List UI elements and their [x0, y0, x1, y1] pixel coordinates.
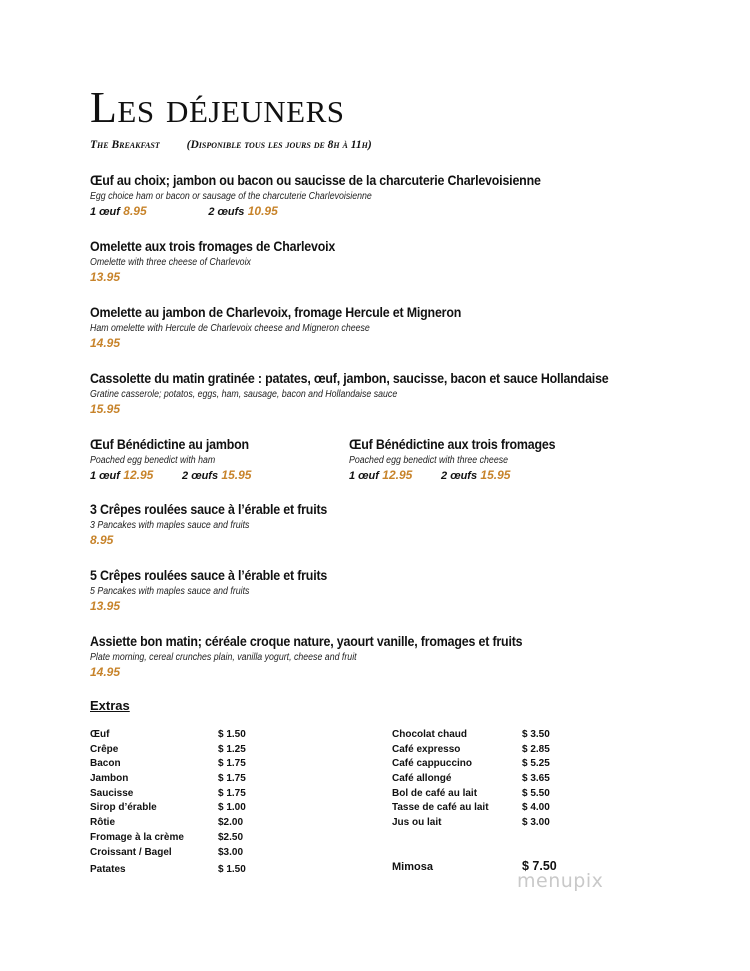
extra-price: $ 3.00 — [522, 817, 550, 829]
extras-row — [392, 744, 572, 759]
item-price: 10.95 — [247, 204, 278, 218]
item-price: 13.95 — [90, 599, 121, 613]
extras-row — [392, 802, 572, 817]
extra-price: $ 1.25 — [218, 743, 246, 755]
item-price-row — [90, 204, 580, 218]
extra-name: Crêpe — [90, 743, 119, 755]
extra-price: $2.50 — [218, 831, 244, 843]
extras-row — [392, 788, 572, 803]
extra-name: Œuf — [90, 729, 110, 740]
price-label: 2 œufs — [441, 470, 478, 482]
availability-note: (Disponible tous les jours de 8h à 11h) — [186, 139, 372, 151]
item-name: Omelette aux trois fromages de Charlevoix — [90, 239, 336, 254]
item-price: 8.95 — [123, 204, 147, 218]
extras-row — [90, 847, 270, 862]
item-price: 14.95 — [90, 665, 121, 679]
subtitle-english: The Breakfast — [90, 139, 160, 151]
extra-name: Patates — [90, 864, 126, 875]
item-price-row — [90, 468, 263, 482]
mimosa-name: Mimosa — [392, 861, 433, 873]
item-price-row — [349, 468, 573, 482]
item-description: Ham omelette with Hercule de Charlevoix cheese and Migneron cheese — [90, 323, 370, 334]
item-name: Œuf Bénédictine au jambon — [90, 437, 249, 452]
item-price: 12.95 — [382, 468, 413, 482]
extras-row — [392, 773, 572, 788]
extra-price: $ 4.00 — [522, 802, 550, 814]
extras-row — [90, 744, 270, 759]
extra-price: $ 2.85 — [522, 743, 550, 755]
item-price: 12.95 — [123, 468, 154, 482]
item-price: 13.95 — [90, 270, 121, 284]
extra-price: $ 5.25 — [522, 758, 550, 770]
item-name: Œuf au choix; jambon ou bacon ou saucisse de la charcuterie Charlevoisienne — [90, 173, 541, 188]
extra-price: $ 1.75 — [218, 758, 246, 770]
extra-price: $2.00 — [218, 817, 244, 829]
extra-name: Café expresso — [392, 743, 461, 755]
item-description: Plate morning, cereal crunches plain, vanilla yogurt, cheese and fruit — [90, 652, 357, 663]
extra-price: $ 1.50 — [218, 729, 246, 740]
item-description: 5 Pancakes with maples sauce and fruits — [90, 586, 250, 597]
price-label: 2 œufs — [208, 206, 245, 218]
extras-row — [392, 729, 572, 744]
menu-item — [90, 502, 348, 547]
extras-row — [90, 729, 270, 744]
item-price: 14.95 — [90, 336, 121, 350]
item-description: Egg choice ham or bacon or sausage of the charcuterie Charlevoisienne — [90, 191, 372, 202]
extra-name: Saucisse — [90, 787, 134, 799]
extras-row — [90, 802, 270, 817]
watermark-logo: menupix — [517, 870, 604, 892]
price-label: 1 œuf — [90, 470, 120, 482]
extras-heading: Extras — [90, 698, 130, 713]
item-description: Gratine casserole; potatos, eggs, ham, sausage, bacon and Hollandaise sauce — [90, 389, 398, 400]
price-label: 2 œufs — [182, 470, 219, 482]
extras-left-list — [90, 729, 270, 861]
extra-price: $ 1.50 — [218, 864, 246, 875]
menu-item — [90, 437, 263, 482]
extra-name: Sirop d’érable — [90, 802, 157, 814]
extra-price: $ 5.50 — [522, 787, 550, 799]
extras-row — [392, 758, 572, 773]
extra-name: Café cappuccino — [392, 758, 473, 770]
extra-name: Jambon — [90, 773, 129, 785]
item-name: Œuf Bénédictine aux trois fromages — [349, 437, 556, 452]
menu-item — [349, 437, 573, 482]
item-name: Omelette au jambon de Charlevoix, fromage Hercule et Migneron — [90, 305, 462, 320]
menu-item — [90, 568, 348, 613]
item-price: 15.95 — [221, 468, 252, 482]
extra-price: $ 3.50 — [522, 729, 550, 740]
extra-price: $ 3.65 — [522, 773, 550, 785]
mimosa-price: $ 7.50 — [522, 859, 557, 873]
item-name: Assiette bon matin; céréale croque nature, yaourt vanille, fromages et fruits — [90, 634, 523, 649]
menu-item — [90, 305, 493, 350]
page-title: Les déjeuners — [90, 83, 345, 132]
extras-row — [90, 758, 270, 773]
item-description: 3 Pancakes with maples sauce and fruits — [90, 520, 250, 531]
item-description: Omelette with three cheese of Charlevoix — [90, 257, 251, 268]
extra-name: Bol de café au lait — [392, 787, 478, 799]
price-label: 1 œuf — [349, 470, 379, 482]
item-description: Poached egg benedict with ham — [90, 455, 216, 466]
extra-name: Fromage à la crème — [90, 831, 184, 843]
extra-price: $ 1.75 — [218, 773, 246, 785]
menu-item — [90, 173, 580, 218]
item-price: 8.95 — [90, 533, 114, 547]
item-price: 15.95 — [90, 402, 121, 416]
page-subtitle — [90, 139, 372, 151]
extra-price: $ 1.75 — [218, 787, 246, 799]
extra-name: Jus ou lait — [392, 817, 442, 829]
menu-item — [90, 239, 356, 284]
item-name: Cassolette du matin gratinée : patates, œuf, jambon, saucisse, bacon et sauce Hollandaise — [90, 371, 609, 386]
extra-name: Croissant / Bagel — [90, 846, 172, 858]
price-label: 1 œuf — [90, 206, 120, 218]
extra-name: Chocolat chaud — [392, 729, 468, 740]
extras-row — [90, 788, 270, 803]
item-name: 3 Crêpes roulées sauce à l’érable et fruits — [90, 502, 328, 517]
extras-row — [90, 832, 270, 847]
extras-row — [90, 817, 270, 832]
extra-name: Bacon — [90, 758, 121, 770]
extra-name: Rôtie — [90, 817, 115, 829]
extra-name: Café allongé — [392, 773, 452, 785]
extra-price: $ 1.00 — [218, 802, 246, 814]
extras-right-list — [392, 729, 572, 832]
extra-name: Tasse de café au lait — [392, 802, 489, 814]
menu-item — [90, 371, 654, 416]
item-description: Poached egg benedict with three cheese — [349, 455, 509, 466]
item-name: 5 Crêpes roulées sauce à l’érable et fruits — [90, 568, 328, 583]
extras-row — [90, 773, 270, 788]
menu-item — [90, 634, 560, 679]
extras-row — [392, 817, 572, 832]
item-price: 15.95 — [480, 468, 511, 482]
extra-price: $3.00 — [218, 846, 244, 858]
